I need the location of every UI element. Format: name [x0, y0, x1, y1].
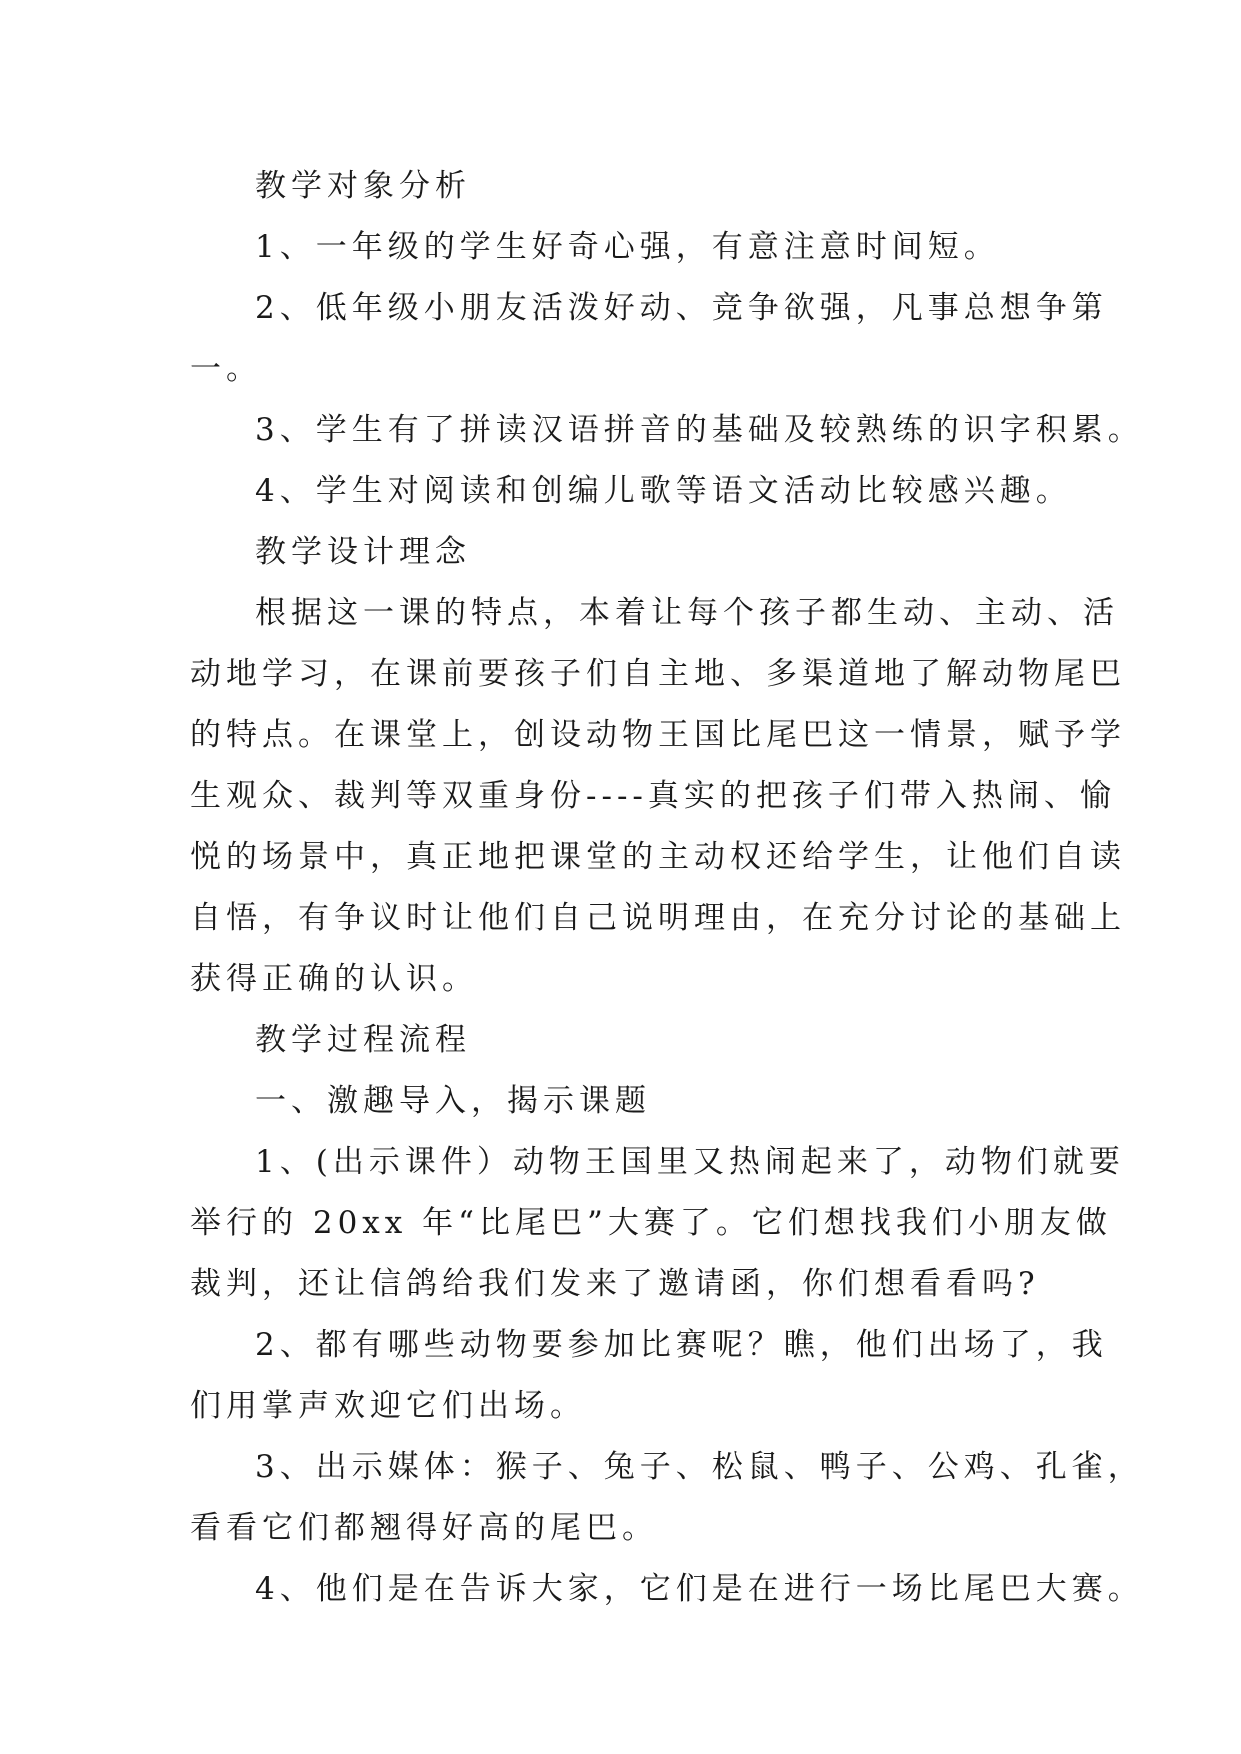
paragraph-line: 1、一年级的学生好奇心强，有意注意时间短。 — [255, 229, 1000, 265]
paragraph-line: 4、学生对阅读和创编儿歌等语文活动比较感兴趣。 — [255, 473, 1072, 509]
paragraph-line: 们用掌声欢迎它们出场。 — [190, 1388, 586, 1424]
paragraph-line: 根据这一课的特点，本着让每个孩子都生动、主动、活 — [255, 595, 1119, 631]
paragraph-line: 2、低年级小朋友活泼好动、竞争欲强，凡事总想争第 — [255, 290, 1108, 326]
paragraph-line: 举行的 20xx 年“比尾巴”大赛了。它们想找我们小朋友做 — [190, 1205, 1112, 1241]
paragraph-line: 裁判，还让信鸽给我们发来了邀请函，你们想看看吗? — [190, 1266, 1040, 1302]
paragraph-line: 自悟，有争议时让他们自己说明理由，在充分讨论的基础上 — [190, 900, 1126, 936]
paragraph-line: 悦的场景中，真正地把课堂的主动权还给学生，让他们自读 — [190, 839, 1126, 875]
section-heading: 教学对象分析 — [255, 168, 471, 204]
section-heading: 教学过程流程 — [255, 1022, 471, 1058]
paragraph-line: 生观众、裁判等双重身份----真实的把孩子们带入热闹、愉 — [190, 778, 1116, 814]
paragraph-line: 2、都有哪些动物要参加比赛呢？瞧，他们出场了，我 — [255, 1327, 1108, 1363]
paragraph-line: 1、(出示课件）动物王国里又热闹起来了，动物们就要 — [255, 1144, 1125, 1180]
paragraph-line: 4、他们是在告诉大家，它们是在进行一场比尾巴大赛。 — [255, 1571, 1144, 1607]
paragraph-line: 动地学习，在课前要孩子们自主地、多渠道地了解动物尾巴 — [190, 656, 1126, 692]
paragraph-line: 获得正确的认识。 — [190, 961, 478, 997]
subsection-heading: 一、激趣导入，揭示课题 — [255, 1083, 651, 1119]
paragraph-line: 的特点。在课堂上，创设动物王国比尾巴这一情景，赋予学 — [190, 717, 1126, 753]
section-heading: 教学设计理念 — [255, 534, 471, 570]
paragraph-line: 3、出示媒体：猴子、兔子、松鼠、鸭子、公鸡、孔雀， — [255, 1449, 1144, 1485]
paragraph-line: 一。 — [190, 351, 262, 387]
paragraph-line: 看看它们都翘得好高的尾巴。 — [190, 1510, 658, 1546]
paragraph-line: 3、学生有了拼读汉语拼音的基础及较熟练的识字积累。 — [255, 412, 1144, 448]
